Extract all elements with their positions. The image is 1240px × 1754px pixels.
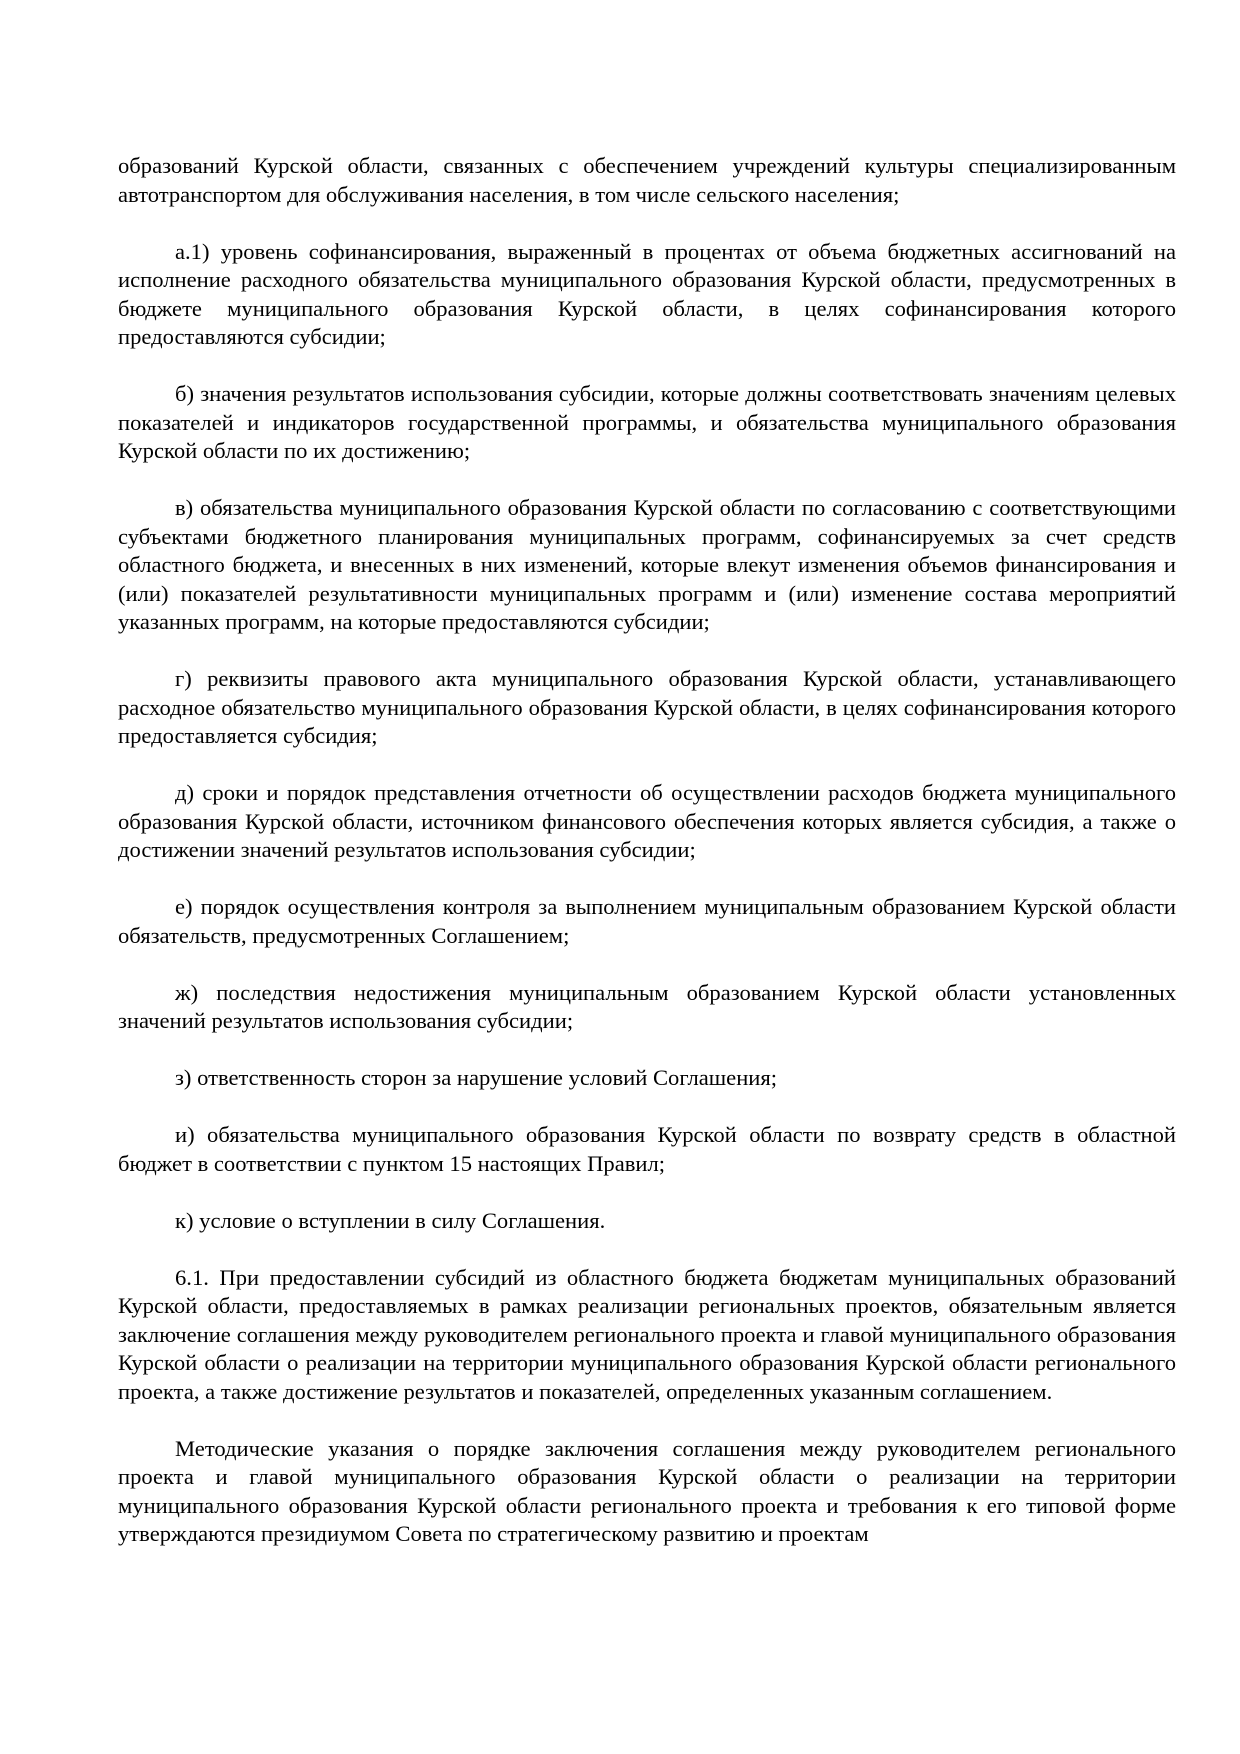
paragraph-v: в) обязательства муниципального образования Курской области по согласованию с соответствующими субъектами бюджетного планирования муниципальных программ, софинансируемых за счет средств областного бюджета, и внесенных в них изменений, которые влекут изменения объемов финансирования и (или) показателей результативности муниципальных программ и (или) изменение состава мероприятий указанных программ, на которые предоставляются субсидии; — [118, 495, 1176, 634]
paragraph-zh: ж) последствия недостижения муниципальным образованием Курской области установленных значений результатов использования субсидии; — [118, 979, 1176, 1033]
paragraph-b: б) значения результатов использования субсидии, которые должны соответствовать значениям целевых показателей и индикаторов государственной программы, и обязательства муниципального образования Курской области по их достижению; — [118, 381, 1176, 463]
paragraph-i: и) обязательства муниципального образования Курской области по возврату средств в областной бюджет в соответствии с пунктом 15 настоящих Правил; — [118, 1122, 1176, 1176]
paragraph-continuation: образований Курской области, связанных с обеспечением учреждений культуры специализированным автотранспортом для обслуживания населения, в том числе сельского населения; — [118, 153, 1176, 207]
document-page — [118, 152, 1176, 1549]
paragraph-a1: а.1) уровень софинансирования, выраженный в процентах от объема бюджетных ассигнований на исполнение расходного обязательства муниципального образования Курской области, предусмотренных в бюджете муниципального образования Курской области, в целях софинансирования которого предоставляются субсидии; — [118, 238, 1176, 349]
paragraph-6-1: 6.1. При предоставлении субсидий из областного бюджета бюджетам муниципальных образований Курской области, предоставляемых в рамках реализации региональных проектов, обязательным является заключение соглашения между руководителем регионального проекта и главой муниципального образования Курской области о реализации на территории муниципального образования Курской области регионального проекта, а также достижение результатов и показателей, определенных указанным соглашением. — [118, 1264, 1176, 1404]
paragraph-k: к) условие о вступлении в силу Соглашения. — [175, 1207, 606, 1233]
paragraph-z: з) ответственность сторон за нарушение условий Соглашения; — [175, 1065, 778, 1090]
paragraph-d: д) сроки и порядок представления отчетности об осуществлении расходов бюджета муниципального образования Курской области, источником финансового обеспечения которых является субсидия, а также о достижении значений результатов использования субсидии; — [118, 780, 1176, 862]
paragraph-g: г) реквизиты правового акта муниципального образования Курской области, устанавливающего расходное обязательство муниципального образования Курской области, в целях софинансирования которого предоставляется субсидия; — [118, 666, 1176, 748]
paragraph-e: е) порядок осуществления контроля за выполнением муниципальным образованием Курской области обязательств, предусмотренных Соглашением; — [118, 894, 1176, 948]
paragraph-methodical-instructions: Методические указания о порядке заключения соглашения между руководителем регионального проекта и главой муниципального образования Курской области о реализации на территории муниципального образования Курской области регионального проекта и требования к его типовой форме утверждаются президиумом Совета по стратегическому развитию и проектам — [118, 1435, 1176, 1546]
